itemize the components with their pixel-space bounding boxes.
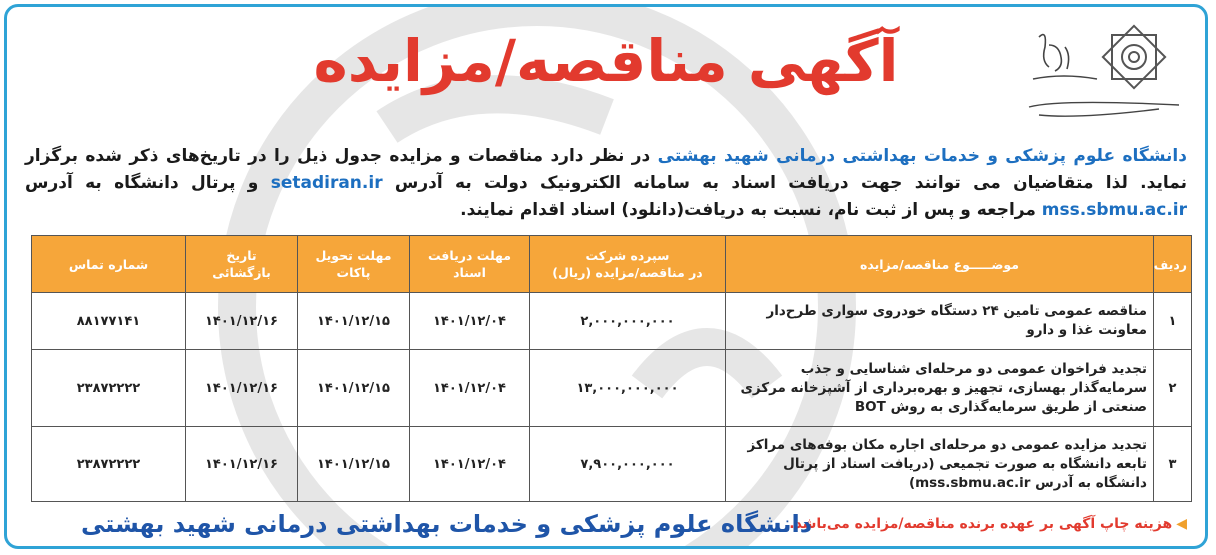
arrow-left-icon: ◀ xyxy=(1176,516,1187,532)
cell-subject: مناقصه عمومی تامین ۲۴ دستگاه خودروی سواری طرح‌دار معاونت غذا و دارو xyxy=(726,293,1154,350)
header-deliver-deadline: مهلت تحویل پاکات xyxy=(298,236,410,293)
cell-phone: ۲۳۸۷۲۲۲۲ xyxy=(32,350,186,427)
footer-university-name: دانشگاه علوم پزشکی و خدمات بهداشتی درمانی شهید بهشتی xyxy=(81,510,813,538)
cell-deliver-deadline: ۱۴۰۱/۱۲/۱۵ xyxy=(298,427,410,502)
print-cost-note-text: هزینه چاپ آگهی بر عهده برنده مناقصه/مزایده می‌باشد. xyxy=(789,516,1173,532)
header-opening-date: تاریخ بازگشائی xyxy=(186,236,298,293)
table-row xyxy=(32,350,1192,427)
intro-university-name: دانشگاه علوم پزشکی و خدمات بهداشتی درمانی شهید بهشتی xyxy=(657,146,1187,166)
cell-deliver-deadline: ۱۴۰۱/۱۲/۱۵ xyxy=(298,293,410,350)
portal-link[interactable]: mss.sbmu.ac.ir xyxy=(1041,200,1187,220)
header-subject: موضـــــوع مناقصه/مزایده xyxy=(726,236,1154,293)
setadiran-link[interactable]: setadiran.ir xyxy=(270,173,383,193)
cell-phone: ۲۳۸۷۲۲۲۲ xyxy=(32,427,186,502)
cell-opening-date: ۱۴۰۱/۱۲/۱۶ xyxy=(186,427,298,502)
intro-paragraph xyxy=(25,143,1187,224)
cell-phone: ۸۸۱۷۷۱۴۱ xyxy=(32,293,186,350)
header-row-number: ردیف xyxy=(1154,236,1192,293)
cell-opening-date: ۱۴۰۱/۱۲/۱۶ xyxy=(186,293,298,350)
intro-text-2: و پرتال دانشگاه به آدرس xyxy=(25,173,271,193)
tenders-table xyxy=(31,235,1192,502)
header-receive-deadline: مهلت دریافت اسناد xyxy=(410,236,530,293)
cell-deposit: ۱۳,۰۰۰,۰۰۰,۰۰۰ xyxy=(530,350,726,427)
header-phone: شماره تماس xyxy=(32,236,186,293)
table-header-row xyxy=(32,236,1192,293)
cell-receive-deadline: ۱۴۰۱/۱۲/۰۴ xyxy=(410,427,530,502)
cell-subject: تجدید فراخوان عمومی دو مرحله‌ای شناسایی و جذب سرمایه‌گذار بهسازی، تجهیز و بهره‌برداری از آشپزخانه مرکزی صنعتی از طریق سرمایه‌گذاری به روش BOT xyxy=(726,350,1154,427)
intro-text-3: مراجعه و پس از ثبت نام، نسبت به دریافت(دانلود) اسناد اقدام نمایند. xyxy=(460,200,1042,220)
table-row xyxy=(32,293,1192,350)
cell-deposit: ۷,۹۰۰,۰۰۰,۰۰۰ xyxy=(530,427,726,502)
cell-row-number: ۲ xyxy=(1154,350,1192,427)
advertisement-frame xyxy=(4,4,1208,549)
cell-receive-deadline: ۱۴۰۱/۱۲/۰۴ xyxy=(410,293,530,350)
cell-row-number: ۳ xyxy=(1154,427,1192,502)
table-row xyxy=(32,427,1192,502)
cell-receive-deadline: ۱۴۰۱/۱۲/۰۴ xyxy=(410,350,530,427)
cell-opening-date: ۱۴۰۱/۱۲/۱۶ xyxy=(186,350,298,427)
header-deposit: سپرده شرکت در مناقصه/مزایده (ریال) xyxy=(530,236,726,293)
cell-row-number: ۱ xyxy=(1154,293,1192,350)
page-title: آگهی مناقصه/مزایده xyxy=(313,27,899,95)
cell-deliver-deadline: ۱۴۰۱/۱۲/۱۵ xyxy=(298,350,410,427)
print-cost-note xyxy=(789,516,1187,532)
intro-text-1: در نظر دارد مناقصات و مزایده جدول ذیل را در تاریخ‌های ذکر شده برگزار نماید. لذا متقاضیان می توانند جهت دریافت اسناد به سامانه الکترونیک دولت به آدرس xyxy=(25,146,1187,193)
cell-subject: تجدید مزایده عمومی دو مرحله‌ای اجاره مکان بوفه‌های مراکز تابعه دانشگاه به صورت تجمیعی (دریافت اسناد از پرتال دانشگاه به آدرس mss.sbmu.ac.ir) xyxy=(726,427,1154,502)
cell-deposit: ۲,۰۰۰,۰۰۰,۰۰۰ xyxy=(530,293,726,350)
